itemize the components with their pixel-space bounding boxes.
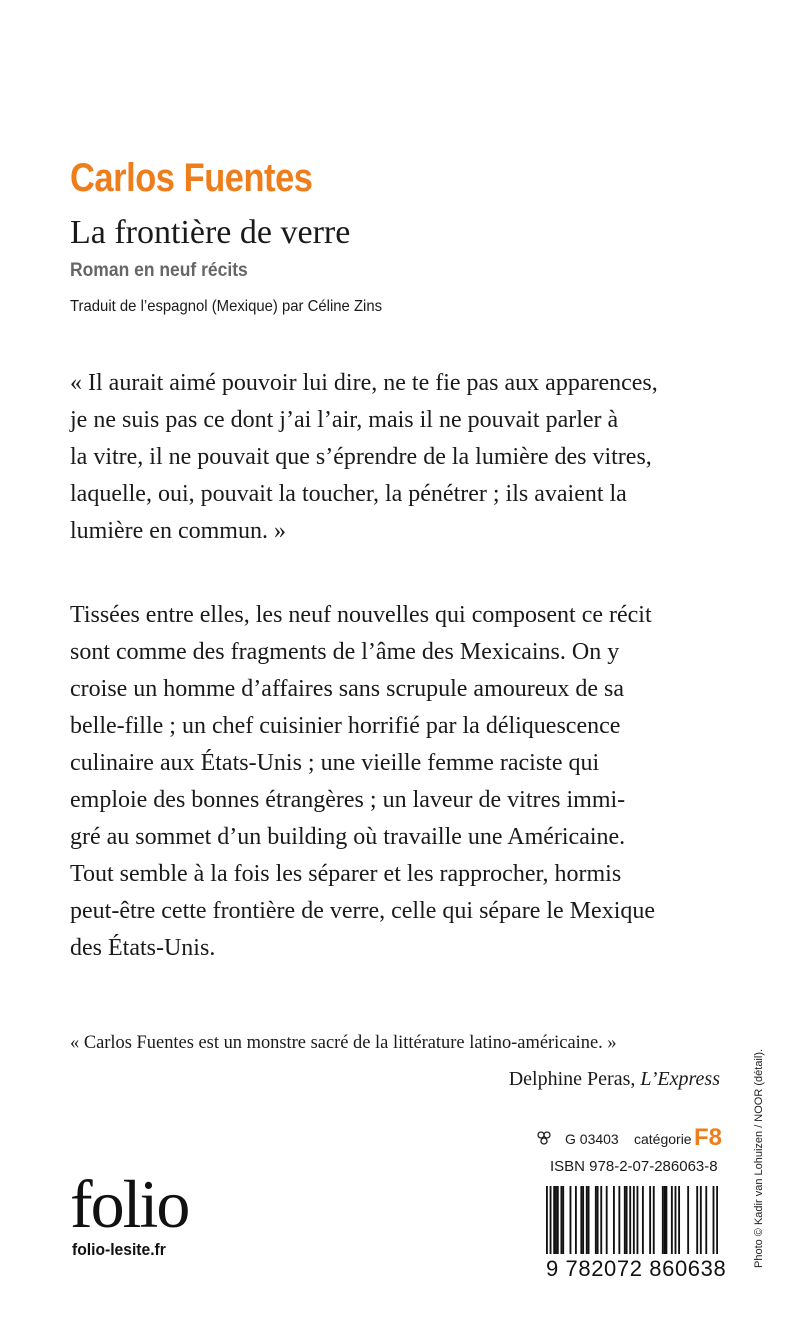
category-code: F8: [694, 1124, 723, 1151]
barcode-bar: [618, 1186, 620, 1254]
quote-line: lumière en commun. »: [70, 518, 286, 544]
quote-line: laquelle, oui, pouvait la toucher, la pénétrer ; ils avaient la: [70, 481, 627, 507]
photo-credit: Photo © Kadir van Lohuizen / NOOR (détail).: [753, 1048, 765, 1268]
summary-line: gré au sommet d’un building où travaille une Américaine.: [70, 824, 626, 850]
barcode-bar: [613, 1186, 615, 1254]
barcode-bar: [665, 1186, 667, 1254]
summary-line: peut-être cette frontière de verre, celle qui sépare le Mexique: [70, 898, 656, 924]
barcode-bar: [629, 1186, 631, 1254]
barcode-bar: [597, 1186, 599, 1254]
barcode-bar: [560, 1186, 562, 1254]
barcode-bar: [580, 1186, 582, 1254]
barcode-bar: [678, 1186, 680, 1254]
summary-line: des États-Unis.: [70, 935, 216, 961]
barcode-bar: [600, 1186, 602, 1254]
category-label: catégorie: [634, 1131, 692, 1147]
barcode-bar: [687, 1186, 689, 1254]
summary-line: Tout semble à la fois les séparer et les rapprocher, hormis: [70, 861, 622, 887]
summary-line: culinaire aux États-Unis ; une vieille femme raciste qui: [70, 750, 600, 776]
book-title: La frontière de verre: [70, 214, 351, 251]
quote-line: la vitre, il ne pouvait que s’éprendre de la lumière des vitres,: [70, 444, 652, 470]
press-review-quote: « Carlos Fuentes est un monstre sacré de la littérature latino-américaine. »: [70, 1032, 617, 1053]
barcode-bar: [606, 1186, 608, 1254]
publication-name: L’Express: [640, 1068, 720, 1090]
barcode-bar: [550, 1186, 552, 1254]
barcode-bar: [716, 1186, 718, 1254]
book-subtitle: Roman en neuf récits: [70, 260, 248, 281]
summary-line: belle-fille ; un chef cuisinier horrifié par la déliquescence: [70, 713, 621, 739]
barcode-bar: [700, 1186, 702, 1254]
barcode-bar: [570, 1186, 572, 1254]
barcode-bar: [705, 1186, 707, 1254]
summary-line: croise un homme d’affaires sans scrupule amoureux de sa: [70, 676, 625, 702]
barcode-bar: [671, 1186, 673, 1254]
barcode-bar: [557, 1186, 559, 1254]
barcode-bar: [562, 1186, 564, 1254]
barcode: [546, 1186, 718, 1266]
barcode-bar: [575, 1186, 577, 1254]
summary-line: emploie des bonnes étrangères ; un laveur de vitres immi-: [70, 787, 626, 813]
barcode-bar: [588, 1186, 590, 1254]
quote-line: je ne suis pas ce dont j’ai l’air, mais il ne pouvait parler à: [70, 407, 619, 433]
barcode-bar: [586, 1186, 588, 1254]
barcode-bar: [713, 1186, 715, 1254]
barcode-bar: [664, 1186, 666, 1254]
critic-name: Delphine Peras,: [508, 1068, 641, 1090]
summary-line: Tissées entre elles, les neuf nouvelles qui composent ce récit: [70, 602, 652, 628]
barcode-bar: [675, 1186, 677, 1254]
barcode-bar: [649, 1186, 651, 1254]
barcode-bar: [653, 1186, 655, 1254]
barcode-bar: [582, 1186, 584, 1254]
barcode-bar: [595, 1186, 597, 1254]
barcode-bar: [555, 1186, 557, 1254]
publisher-website: folio-lesite.fr: [72, 1240, 166, 1259]
author-name: Carlos Fuentes: [70, 156, 313, 200]
barcode-bar: [637, 1186, 639, 1254]
barcode-bar: [696, 1186, 698, 1254]
barcode-bar: [624, 1186, 626, 1254]
barcode-bar: [662, 1186, 664, 1254]
recycle-icon: [536, 1130, 552, 1146]
publisher-logo: folio: [70, 1166, 189, 1242]
quote-line: « Il aurait aimé pouvoir lui dire, ne te fie pas aux apparences,: [70, 370, 658, 396]
barcode-bar: [626, 1186, 628, 1254]
barcode-digits: 9 782072 860638: [546, 1256, 727, 1281]
barcode-bar: [546, 1186, 548, 1254]
barcode-bar: [553, 1186, 555, 1254]
press-review-source: [509, 1068, 720, 1091]
barcode-bar: [642, 1186, 644, 1254]
translator-credit: Traduit de l’espagnol (Mexique) par Céline Zins: [70, 298, 383, 315]
summary-line: sont comme des fragments de l’âme des Mexicains. On y: [70, 639, 620, 665]
isbn-number: ISBN 978-2-07-286063-8: [550, 1158, 718, 1175]
barcode-bar: [633, 1186, 635, 1254]
catalog-code: G 03403: [565, 1131, 619, 1147]
